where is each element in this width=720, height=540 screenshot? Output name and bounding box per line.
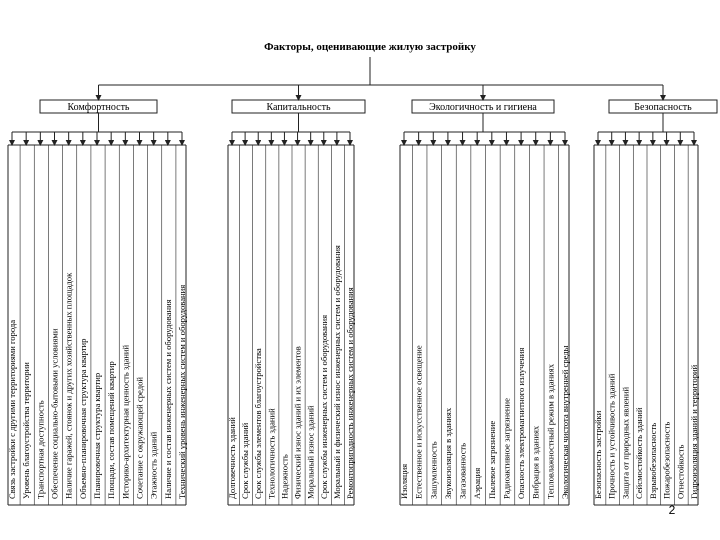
factor-label: Технологичность зданий <box>266 408 277 499</box>
factor-label: Прочность и устойчивость зданий <box>606 373 617 499</box>
factor-label: Наличие и состав инженерных систем и оборудования <box>162 299 173 499</box>
factor-label: Опасность электромагнитного излучения <box>516 347 527 499</box>
factor-label: Радиоактивное загрязнение <box>501 398 512 499</box>
factor-label: Моральный износ зданий <box>305 405 316 499</box>
factor-label: Сочетание с окружающей средой <box>134 376 145 499</box>
diagram-structure <box>7 57 717 505</box>
factor-label: Экологическая чистота внутренней среды <box>560 345 570 499</box>
factor-label: Загазованность <box>457 442 468 499</box>
factor-label: Аэрация <box>472 467 483 499</box>
factor-label: Ремонтопригодность инженерных систем и оборудования <box>345 287 355 499</box>
factor-label: Физический износ зданий и их элементов <box>292 346 303 499</box>
factor-label: Этажность зданий <box>148 431 159 499</box>
factor-label: Связь застройки с другими территориями города <box>7 319 17 499</box>
factor-label: Гидроизоляция зданий и территорий <box>689 364 699 499</box>
factor-label: Срок службы инженерных систем и оборудования <box>318 314 329 499</box>
diagram-title: Факторы, оценивающие жилую застройку <box>264 41 476 53</box>
factor-label: Естественное и искусственное освещение <box>413 345 424 499</box>
factor-label: Пожаробезопасность <box>661 421 672 499</box>
factor-label: Зашумленность <box>428 441 439 499</box>
factor-label: Защита от природных явлений <box>620 386 631 499</box>
category-label: Экологичность и гигиена <box>429 102 537 113</box>
factor-label: Сейсмостойкость зданий <box>634 407 645 499</box>
page-number: 2 <box>668 503 676 517</box>
factor-label: Технический уровень инженерных систем и оборудования <box>177 284 187 499</box>
factor-label: Изоляция <box>399 463 409 499</box>
factor-label: Вибрация в зданиях <box>530 425 541 499</box>
factor-label: Обеспечение социально-бытовыми условиями <box>49 328 60 499</box>
factor-label: Безопасность застройки <box>593 410 603 499</box>
category-label: Капитальность <box>266 102 331 113</box>
factor-label: Звукоизоляция в зданиях <box>442 407 453 499</box>
factor-label: Транспортная доступность <box>35 400 46 499</box>
factor-label: Долговечность зданий <box>227 417 237 499</box>
factor-label: Объемно-планировочная структура квартир <box>77 338 88 499</box>
category-label: Безопасность <box>634 102 692 113</box>
factor-label: Пылевое загрязнение <box>486 420 497 499</box>
factor-label: Огнестойкость <box>675 444 686 499</box>
factor-label: Тепловлажностный режим в зданиях <box>545 363 556 499</box>
factor-label: Взрывобезопасность <box>647 422 658 499</box>
factor-label: Срок службы зданий <box>240 422 251 499</box>
factor-label: Историко-архитектурная ценность зданий <box>120 344 131 499</box>
factor-label: Площади, состав помещений квартир <box>106 361 117 499</box>
category-label: Комфортность <box>67 102 130 113</box>
factor-label: Моральный и физический износ инженерных систем и оборудования <box>331 245 342 499</box>
factor-label: Наличие гаражей, стоянок и других хозяйственных площадок <box>63 272 74 499</box>
factor-label: Надежность <box>279 454 290 499</box>
factor-label: Уровень благоустройства территории <box>21 362 32 499</box>
factor-label: Срок службы элементов благоустройства <box>253 348 264 499</box>
factor-label: Планировочная структура квартир <box>92 372 102 499</box>
